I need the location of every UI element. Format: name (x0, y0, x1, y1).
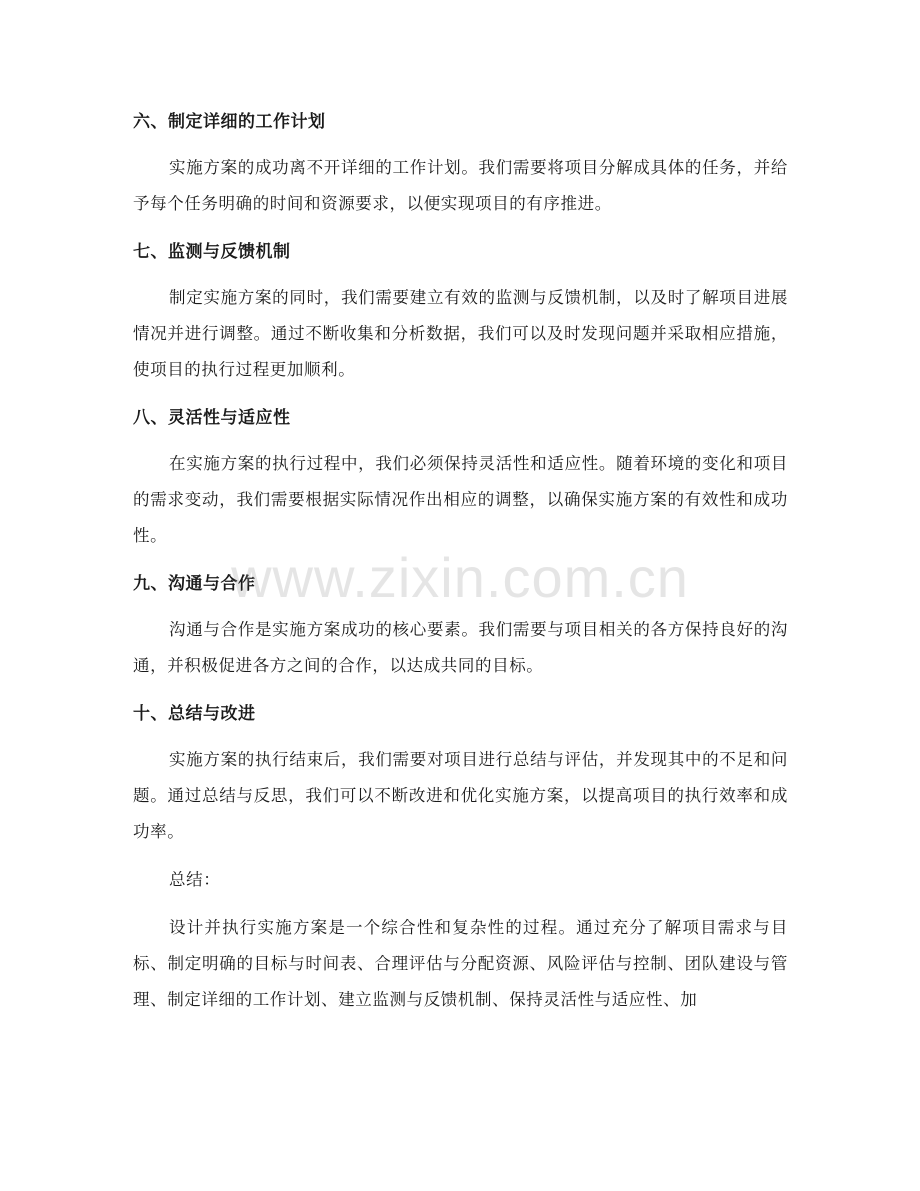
section-heading-6: 六、制定详细的工作计划 (133, 112, 326, 132)
section-body-9: 沟通与合作是实施方案成功的核心要素。我们需要与项目相关的各方保持良好的沟通，并积极促进各方之间的合作，以达成共同的目标。 (133, 620, 788, 675)
section-body-6: 实施方案的成功离不开详细的工作计划。我们需要将项目分解成具体的任务，并给予每个任务明确的时间和资源要求，以便实现项目的有序推进。 (133, 158, 788, 213)
section-body-8: 在实施方案的执行过程中，我们必须保持灵活性和适应性。随着环境的变化和项目的需求变动，我们需要根据实际情况作出相应的调整，以确保实施方案的有效性和成功性。 (133, 454, 788, 545)
watermark: www.zixin.com.cn (231, 546, 689, 609)
summary-label: 总结： (169, 870, 221, 889)
section-heading-9: 九、沟通与合作 (133, 574, 256, 594)
section-body-7: 制定实施方案的同时，我们需要建立有效的监测与反馈机制，以及时了解项目进展情况并进行调整。通过不断收集和分析数据，我们可以及时发现问题并采取相应措施，使项目的执行过程更加顺利。 (133, 288, 788, 379)
section-heading-7: 七、监测与反馈机制 (133, 242, 291, 262)
section-heading-8: 八、灵活性与适应性 (133, 408, 291, 428)
section-heading-10: 十、总结与改进 (133, 704, 256, 724)
summary-body: 设计并执行实施方案是一个综合性和复杂性的过程。通过充分了解项目需求与目标、制定明确的目标与时间表、合理评估与分配资源、风险评估与控制、团队建设与管理、制定详细的工作计划、建立监测与反馈机制、保持灵活性与适应性、加 (133, 918, 788, 1009)
document-content (133, 104, 788, 1030)
section-body-10: 实施方案的执行结束后，我们需要对项目进行总结与评估，并发现其中的不足和问题。通过总结与反思，我们可以不断改进和优化实施方案，以提高项目的执行效率和成功率。 (133, 750, 788, 841)
